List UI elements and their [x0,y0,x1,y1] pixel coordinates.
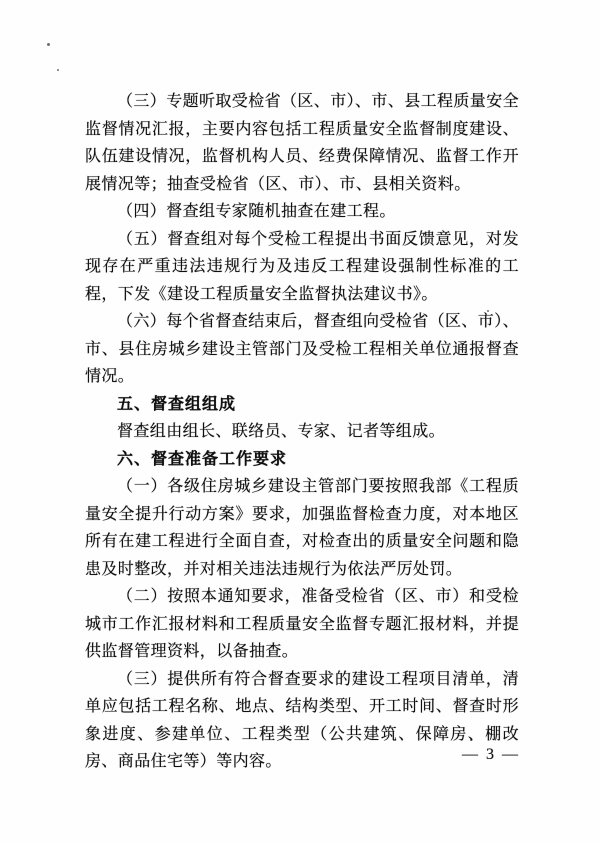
paragraph: （三）专题听取受检省（区、市）、市、县工程质量安全监督情况汇报，主要内容包括工程质量安全监督制度建设、队伍建设情况，监督机构人员、经费保障情况、监督工作开展情况等；抽查受检省（区、市）、市、县相关资料。 [85,93,520,193]
paragraph: （一）各级住房城乡建设主管部门要按照我部《工程质量安全提升行动方案》要求，加强监督检查力度，对本地区所有在建工程进行全面自查，对检查出的质量安全问题和隐患及时整改，并对相关违法违规行为依法严厉处罚。 [85,478,519,578]
paragraph: （六）每个省督查结束后，督查组向受检省（区、市）、市、县住房城乡建设主管部门及受检工程相关单位通报督查情况。 [85,313,520,385]
paragraph: 督查组由组长、联络员、专家、记者等组成。 [117,423,446,440]
document-body [85,88,519,776]
paragraph: （二）按照本通知要求，准备受检省（区、市）和受检城市工作汇报材料和工程质量安全监督专题汇报材料，并提供监督管理资料，以备抽查。 [85,588,519,660]
scan-speck [57,69,59,71]
section-heading: 五、督查组组成 [117,395,237,413]
paragraph: （四）督查组专家随机抽查在建工程。 [117,203,396,220]
page-number: — 3 — [462,746,520,763]
paragraph: （三）提供所有符合督查要求的建设工程项目清单，清单应包括工程名称、地点、结构类型、开工时间、督查时形象进度、参建单位、工程类型（公共建筑、保障房、棚改房、商品住宅等）等内容。 [85,670,519,770]
paragraph: （五）督查组对每个受检工程提出书面反馈意见，对发现存在严重违法违规行为及违反工程建设强制性标准的工程，下发《建设工程质量安全监督执法建议书》。 [85,230,519,303]
section-heading: 六、督查准备工作要求 [117,450,288,468]
scan-speck [47,43,50,46]
